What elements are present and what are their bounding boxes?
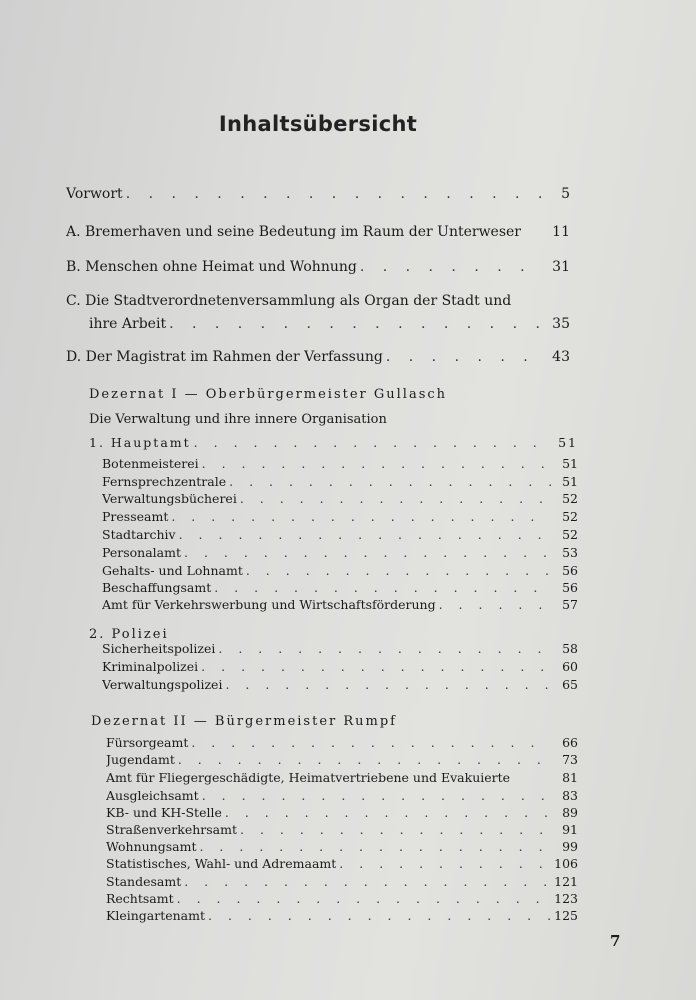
toc-item: Statistisches, Wahl- und Adremaamt . . . 106 <box>106 856 578 871</box>
toc-item: Kleingartenamt . . . 125 <box>106 908 578 923</box>
toc-item: Jugendamt . . . 73 <box>106 752 578 767</box>
toc-item: Kriminalpolizei . . . 60 <box>102 659 578 674</box>
toc-item: Straßenverkehrsamt . . . 91 <box>106 822 578 837</box>
toc-item: Ausgleichsamt . . . 83 <box>106 788 578 803</box>
toc-item: Stadtarchiv . . . 52 <box>102 527 578 542</box>
toc-entry-d: D. Der Magistrat im Rahmen der Verfassung . . . 43 <box>66 349 570 365</box>
section-polizei: 2. Polizei <box>89 627 169 642</box>
toc-item: Sicherheitspolizei . . . 58 <box>102 641 578 656</box>
toc-item: Rechtsamt . . . 123 <box>106 891 578 906</box>
toc-item: Botenmeisterei . . . 51 <box>102 456 578 471</box>
dezernat-1-heading: Dezernat I — Oberbürgermeister Gullasch <box>89 387 448 402</box>
toc-item: Amt für Fliegergeschädigte, Heimatvertriebene und Evakuierte 81 <box>106 770 578 785</box>
toc-item: Personalamt . . . 53 <box>102 545 578 560</box>
toc-entry-c-line1: C. Die Stadtverordnetenversammlung als Organ der Stadt und <box>66 293 512 309</box>
toc-item: Amt für Verkehrswerbung und Wirtschaftsförderung . . . 57 <box>102 597 578 612</box>
toc-item: Fürsorgeamt . . . 66 <box>106 735 578 750</box>
toc-entry-b: B. Menschen ohne Heimat und Wohnung . . . 31 <box>66 259 570 275</box>
toc-entry-a: A. Bremerhaven und seine Bedeutung im Raum der Unterweser 11 <box>66 224 570 240</box>
dezernat-2-heading: Dezernat II — Bürgermeister Rumpf <box>91 714 397 729</box>
toc-item: Verwaltungsbücherei . . . 52 <box>102 491 578 506</box>
section-hauptamt: 1. Hauptamt . . . 51 <box>89 435 578 450</box>
toc-item: Standesamt . . . 121 <box>106 874 578 889</box>
toc-item: Fernsprechzentrale . . . 51 <box>102 474 578 489</box>
toc-item: Beschaffungsamt . . . 56 <box>102 580 578 595</box>
toc-item: KB- und KH-Stelle . . . 89 <box>106 805 578 820</box>
toc-entry-c: ihre Arbeit . . . 35 <box>89 316 570 332</box>
dezernat-1-subheading: Die Verwaltung und ihre innere Organisation <box>89 412 387 427</box>
toc-item: Verwaltungspolizei . . . 65 <box>102 677 578 692</box>
toc-item: Gehalts- und Lohnamt . . . 56 <box>102 563 578 578</box>
page-title: Inhaltsübersicht <box>218 112 418 136</box>
page-number: 7 <box>610 932 621 950</box>
toc-item: Presseamt . . . 52 <box>102 509 578 524</box>
toc-item: Wohnungsamt . . . 99 <box>106 839 578 854</box>
toc-entry-vorwort: Vorwort . . . 5 <box>66 186 570 202</box>
